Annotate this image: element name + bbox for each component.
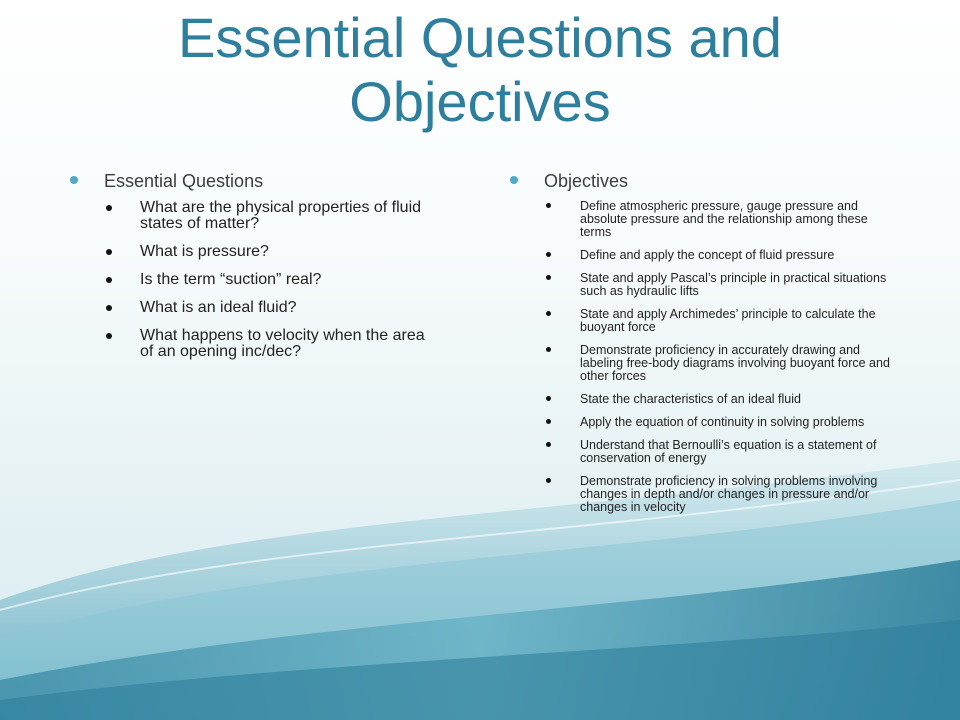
- bullet-icon: [546, 275, 551, 280]
- bullet-icon: [510, 176, 518, 184]
- bullet-icon: [70, 176, 78, 184]
- list-item: Apply the equation of continuity in solving problems: [510, 416, 890, 429]
- essential-questions-list: [70, 200, 440, 360]
- list-item: Is the term “suction” real?: [70, 272, 440, 288]
- bullet-icon: [546, 252, 551, 257]
- list-item: What happens to velocity when the area of an opening inc/dec?: [70, 328, 440, 360]
- heading-text: Objectives: [544, 171, 629, 191]
- bullet-icon: [106, 205, 112, 211]
- bullet-icon: [546, 203, 551, 208]
- list-item: State and apply Archimedes’ principle to calculate the buoyant force: [510, 308, 890, 334]
- objectives-list: [510, 200, 890, 514]
- list-item: Demonstrate proficiency in solving problems involving changes in depth and/or changes in pressure and/or changes in velocity: [510, 475, 890, 514]
- bullet-icon: [546, 478, 551, 483]
- heading-text: Essential Questions: [104, 171, 264, 191]
- bullet-icon: [106, 333, 112, 339]
- list-item: State the characteristics of an ideal fluid: [510, 393, 890, 406]
- objectives-heading: [510, 170, 890, 192]
- list-item: Define atmospheric pressure, gauge pressure and absolute pressure and the relationship among these terms: [510, 200, 890, 239]
- bullet-icon: [106, 277, 112, 283]
- list-item: What is pressure?: [70, 244, 440, 260]
- essential-questions-column: [70, 170, 440, 372]
- bullet-icon: [546, 442, 551, 447]
- bullet-icon: [546, 311, 551, 316]
- bullet-icon: [546, 396, 551, 401]
- list-item: Demonstrate proficiency in accurately drawing and labeling free-body diagrams involving buoyant force and other forces: [510, 344, 890, 383]
- slide-title: Essential Questions and Objectives: [178, 6, 782, 133]
- list-item: What is an ideal fluid?: [70, 300, 440, 316]
- bullet-icon: [546, 419, 551, 424]
- bullet-icon: [546, 347, 551, 352]
- list-item: Understand that Bernoulli’s equation is a statement of conservation of energy: [510, 439, 890, 465]
- bullet-icon: [106, 249, 112, 255]
- essential-questions-heading: [70, 170, 440, 192]
- list-item: What are the physical properties of fluid states of matter?: [70, 200, 440, 232]
- list-item: Define and apply the concept of fluid pressure: [510, 249, 890, 262]
- bullet-icon: [106, 305, 112, 311]
- objectives-column: [510, 170, 890, 524]
- list-item: State and apply Pascal’s principle in practical situations such as hydraulic lifts: [510, 272, 890, 298]
